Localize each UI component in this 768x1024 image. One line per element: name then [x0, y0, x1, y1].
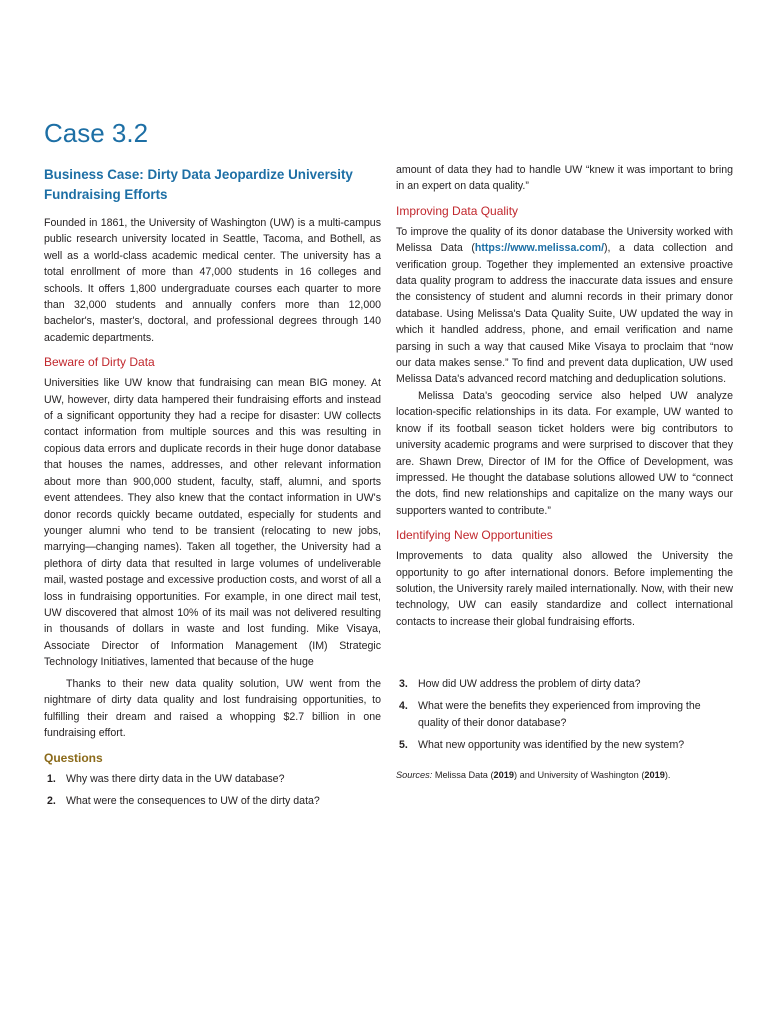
sources-year-1: 2019 — [493, 769, 514, 780]
question-item — [396, 676, 733, 692]
section-heading-improving: Improving Data Quality — [396, 203, 519, 218]
questions-list-part-1 — [44, 771, 381, 810]
question-text: What were the consequences to UW of the dirty data? — [66, 795, 320, 808]
question-number: 2. — [47, 795, 56, 808]
question-text: What were the benefits they experienced from improving the quality of their donor database? — [418, 700, 701, 729]
section-heading-identifying: Identifying New Opportunities — [396, 528, 553, 543]
sources-label: Sources: — [396, 769, 433, 780]
sources-text-2: ) and University of Washington ( — [514, 769, 645, 780]
left-column — [44, 165, 381, 671]
question-text: How did UW address the problem of dirty data? — [418, 678, 641, 690]
improving-paragraph-1 — [396, 224, 733, 388]
question-number: 4. — [399, 700, 408, 713]
sources-note — [396, 768, 733, 782]
questions-list-part-2 — [396, 676, 733, 754]
melissa-link[interactable]: https://www.melissa.com/ — [474, 242, 605, 255]
improving-paragraph-2: Melissa Data's geocoding service also helped UW analyze location-specific relationships in its data. For example, UW wanted to know if its football season ticket holders were big contributors to university academic programs and were surprised to discover that they are. Shawn Drew, Director of IM for the Office of Development, was impressed. He thought the database solutions allowed UW to “connect the dots, find new relationships and capitalize on the many ways our supporters wanted to contribute.” — [396, 389, 733, 517]
right-column — [396, 162, 733, 630]
question-number: 1. — [47, 772, 56, 785]
question-item — [396, 737, 733, 753]
sources-year-2: 2019 — [644, 769, 665, 780]
question-item — [44, 793, 381, 809]
business-case-heading: Business Case: Dirty Data Jeopardize University Fundraising Efforts — [44, 167, 353, 202]
sources-text-1: Melissa Data ( — [432, 769, 494, 780]
continuation-paragraph: amount of data they had to handle UW “knew it was important to bring in an expert on data quality.” — [396, 164, 733, 193]
bottom-right-column — [396, 676, 733, 782]
case-title: Case 3.2 — [44, 118, 149, 148]
intro-paragraph: Founded in 1861, the University of Washington (UW) is a multi-campus public research university located in Seattle, Tacoma, and Bothell, as well as a world-class academic medical center. The university has a total enrollment of more than 47,000 students in 16 colleges and schools. It offers 1,800 undergraduate courses each quarter to more than 32,000 students and annually confers more than 12,000 bachelor's, master's, doctoral, and professional degrees through 140 academic departments. — [44, 217, 381, 344]
question-text: What new opportunity was identified by the new system? — [418, 739, 685, 752]
question-item — [396, 698, 733, 731]
improving-text-before-link: To improve the quality of its donor database the University worked with Melissa Data ( — [396, 225, 733, 255]
improving-text-after-link: ), a data collection and verification group. Together they implemented an extensive proactive data quality program to address the inaccurate data issues and ensure the consistency of student and alumni records in their primary donor database. Using Melissa's Data Quality Suite, UW updated the way in which it handled address, phone, and email verification and name parsing in such a way that caused Mike Visaya to proclaim that “now our data makes sense.” To find and prevent data duplication, UW used Melissa Data's advanced record matching and deduplication solutions. — [396, 242, 733, 386]
questions-heading: Questions — [44, 750, 103, 765]
identifying-paragraph: Improvements to data quality also allowed the University the opportunity to go after international donors. Before implementing the solution, the University rarely mailed internationally. Now, with their new technology, UW can easily standardize and collect international contacts to increase their global fundraising efforts. — [396, 550, 733, 628]
question-number: 3. — [399, 678, 408, 690]
section-heading-beware: Beware of Dirty Data — [44, 355, 155, 370]
bottom-left-column — [44, 676, 381, 815]
closing-paragraph: Thanks to their new data quality solution, UW went from the nightmare of dirty data quality and lost fundraising opportunities, to fulfilling their dream and raised a whopping $2.7 billion in one fundraising effort. — [44, 678, 381, 740]
question-item — [44, 771, 381, 787]
question-text: Why was there dirty data in the UW database? — [66, 772, 285, 785]
sources-text-3: ). — [664, 769, 671, 780]
beware-paragraph: Universities like UW know that fundraising can mean BIG money. At UW, however, dirty data hampered their fundraising efforts and instead of a significant opportunity they had a recipe for disaster: UW collects contact information from multiple sources and this was resulting in copious data errors and duplicate records in their huge donor database that houses the names, addresses, and other relevant information about more than 900,000 student, faculty, staff, alumni, and sports event attendees. They also knew that the contact information in UW's donor records quickly became outdated, especially for students and younger alumni who tend to be transient (relocating to new jobs, marrying—changing names). Taken all together, the University had a plethora of dirty data that resulted in large volumes of undeliverable mail, wasted postage and excessive production costs, and worst of all a loss in fundraising opportunities. For example, in one direct mail test, UW discovered that almost 10% of its mail was not delivered resulting in thousands of dollars in waste and lost funding. Mike Visaya, Associate Director of Information Management (IM) Strategic Technology Initiatives, lamented that because of the huge — [44, 377, 381, 669]
question-number: 5. — [399, 739, 408, 752]
